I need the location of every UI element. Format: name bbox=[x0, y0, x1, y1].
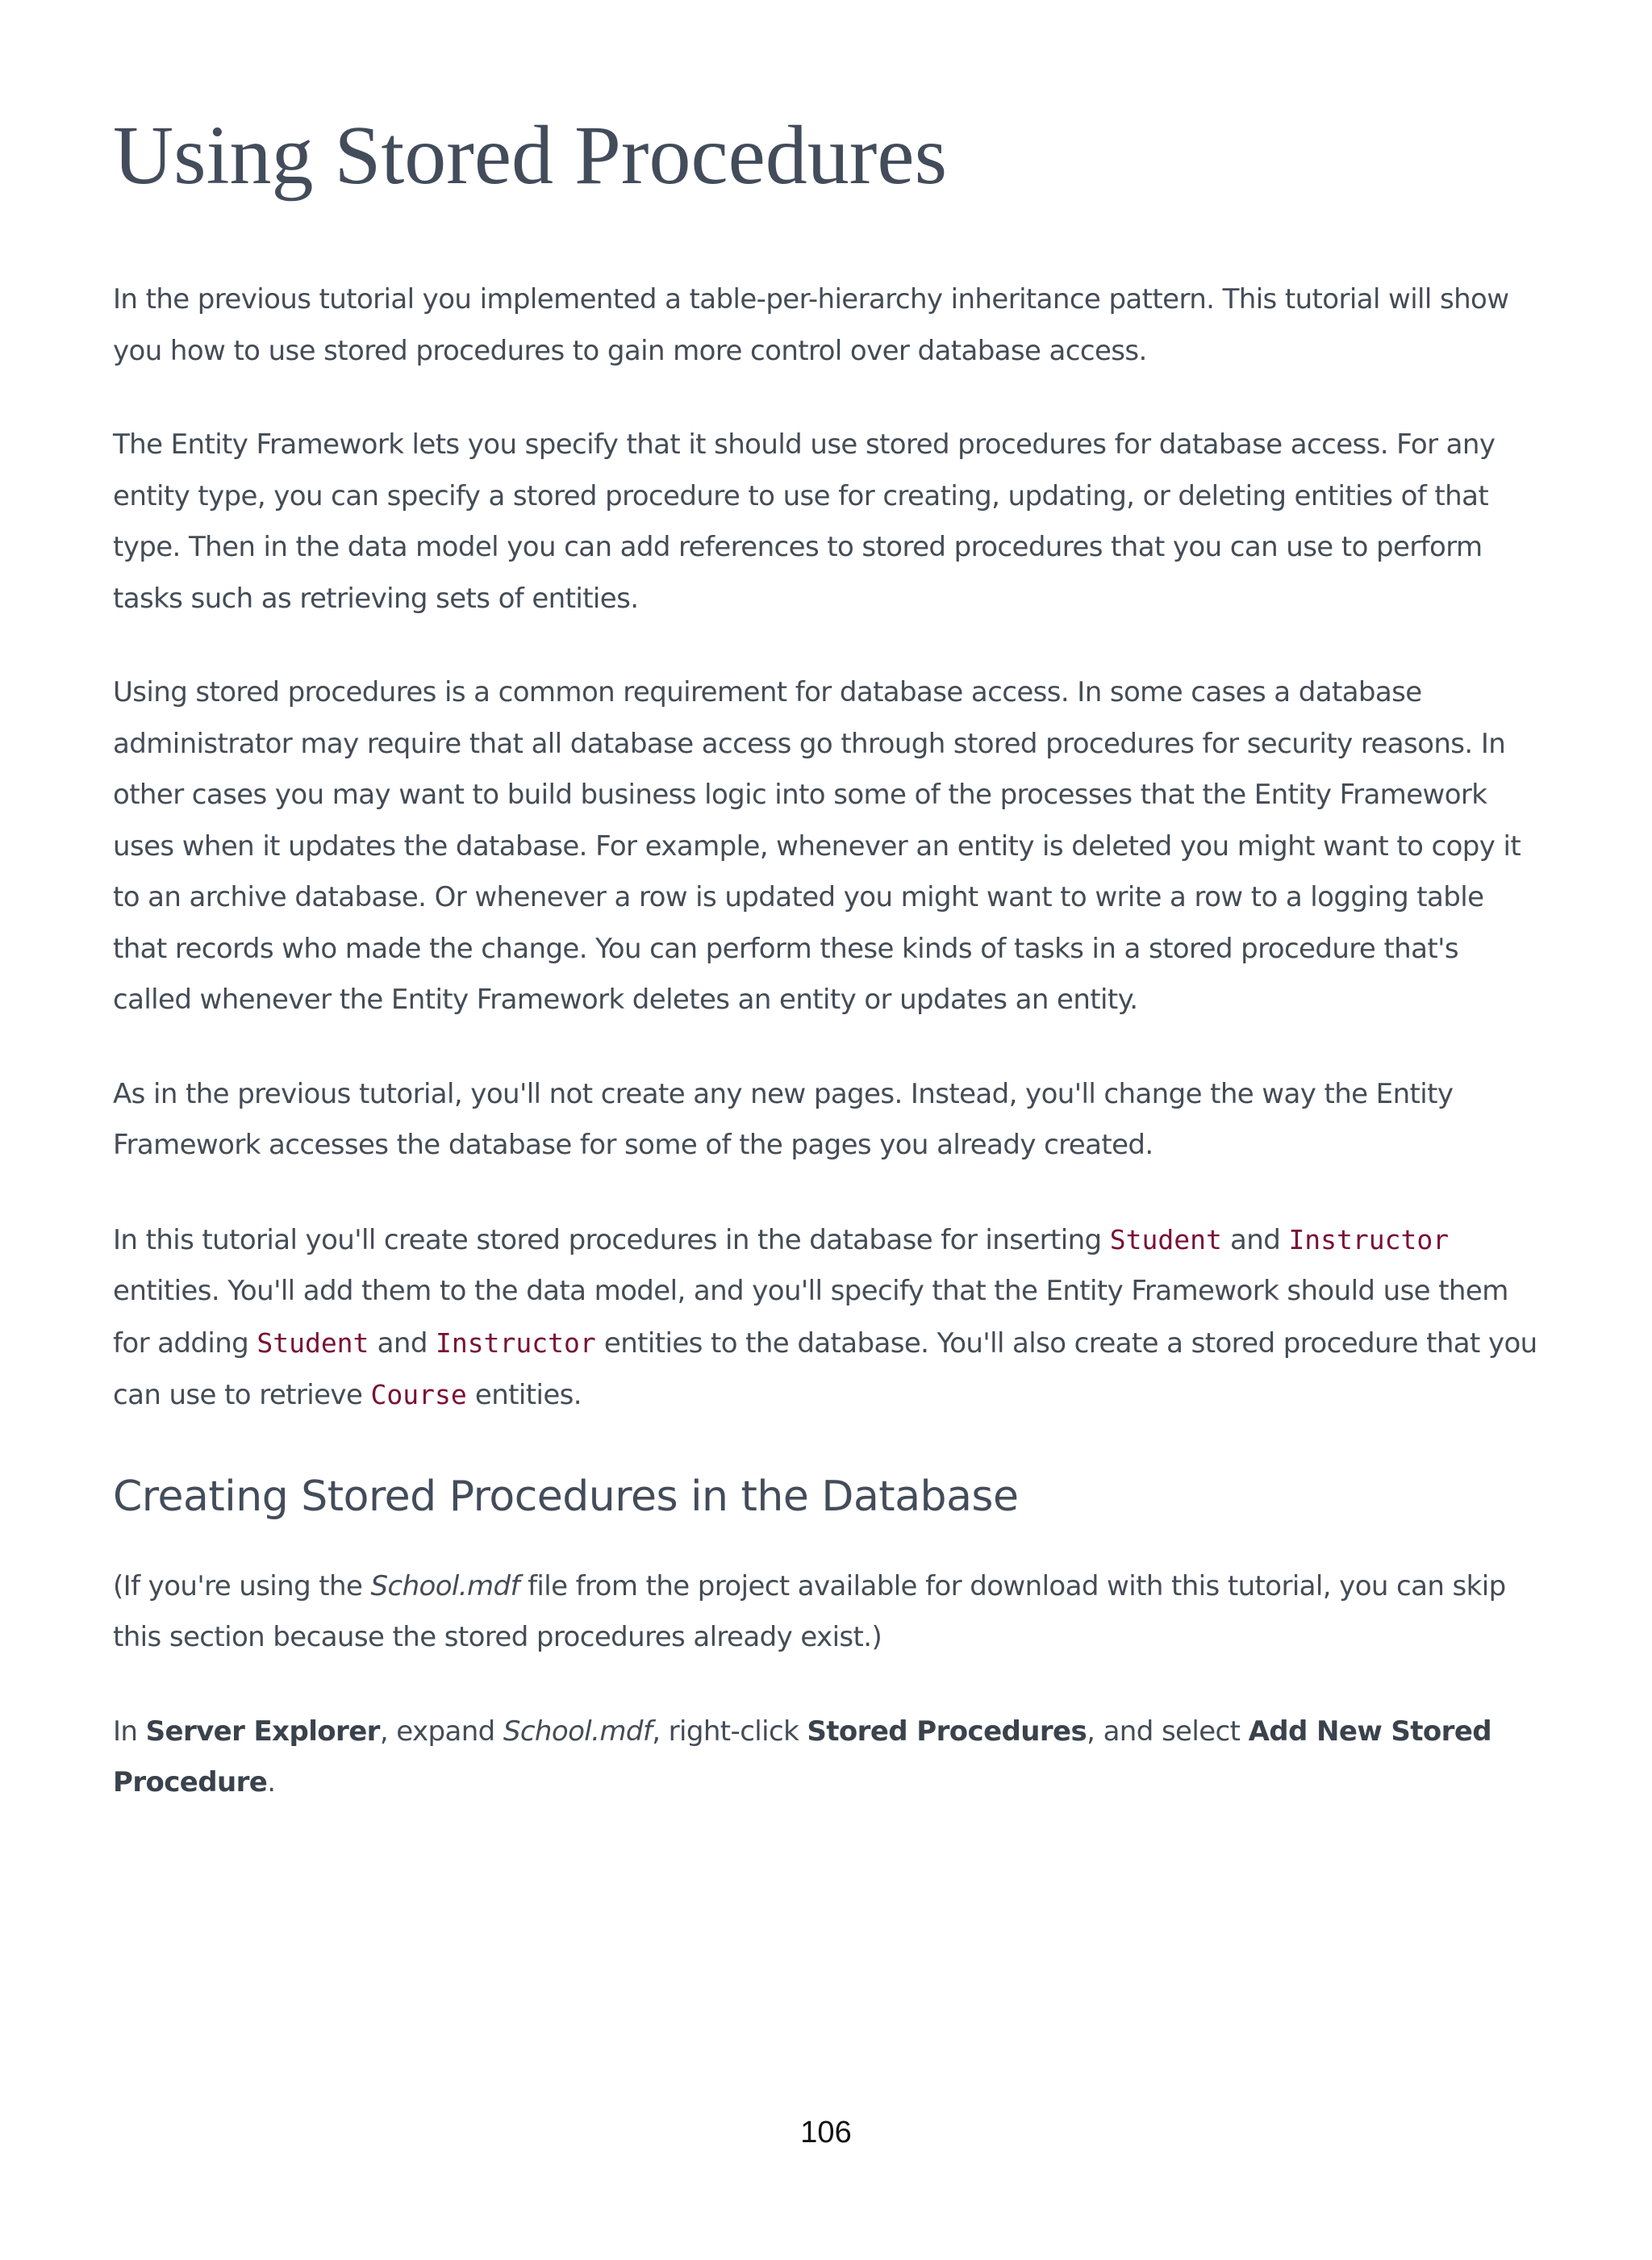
text-run: entities. You'll add them to the data model, and you'll specify that the Entity Framework should use them for adding bbox=[113, 1275, 1508, 1360]
ui-term-server-explorer: Server Explorer bbox=[145, 1715, 380, 1748]
text-run: and bbox=[369, 1326, 436, 1360]
text-run: , and select bbox=[1087, 1715, 1249, 1748]
document-body bbox=[113, 274, 1541, 1852]
tutorial-scope-paragraph bbox=[113, 1214, 1541, 1422]
requirements-paragraph: Using stored procedures is a common requirement for database access. In some cases a database administrator may require that all database access go through stored procedures for security reasons. In other cases you may want to build business logic into some of the processes that the Entity Framework uses when it updates the database. For example, whenever an entity is deleted you might want to copy it to an archive database. Or whenever a row is updated you might want to write a row to a logging table that records who made the change. You can perform these kinds of tasks in a stored procedure that's called whenever the Entity Framework deletes an entity or updates an entity. bbox=[113, 676, 1521, 1016]
code-course: Course bbox=[370, 1379, 467, 1410]
page-number: 106 bbox=[800, 2116, 852, 2149]
text-run: and bbox=[1221, 1223, 1289, 1256]
entity-framework-paragraph: The Entity Framework lets you specify that it should use stored procedures for database access. For any entity type, you can specify a stored procedure to use for creating, updating, or deleting entities of that type. Then in the data model you can add references to stored procedures that you can use to perform tasks such as retrieving sets of entities. bbox=[113, 428, 1496, 615]
text-run: In bbox=[113, 1715, 146, 1748]
code-student: Student bbox=[257, 1326, 369, 1359]
server-explorer-paragraph bbox=[113, 1706, 1541, 1809]
text-run: . bbox=[267, 1766, 276, 1798]
intro-paragraph: In the previous tutorial you implemented a table-per-hierarchy inheritance pattern. This tutorial will show you how to use stored procedures to gain more control over database access. bbox=[113, 283, 1509, 367]
file-name: School.mdf bbox=[503, 1715, 653, 1748]
ui-term-stored-procedures: Stored Procedures bbox=[807, 1715, 1087, 1748]
text-run: (If you're using the bbox=[113, 1569, 371, 1602]
code-instructor: Instructor bbox=[436, 1326, 596, 1359]
code-student: Student bbox=[1109, 1223, 1222, 1255]
text-run: , expand bbox=[379, 1715, 503, 1748]
code-instructor: Instructor bbox=[1288, 1223, 1450, 1255]
ui-term-add-new-stored-procedure: Add New Stored Procedure bbox=[113, 1715, 1492, 1798]
text-run: entities. bbox=[466, 1379, 582, 1411]
section-heading: Creating Stored Procedures in the Database bbox=[113, 1472, 1019, 1521]
text-run: entities to the database. You'll also create a stored procedure that you can use to retrieve bbox=[113, 1326, 1537, 1411]
text-run: , right-click bbox=[652, 1715, 807, 1748]
file-name: School.mdf bbox=[370, 1569, 519, 1602]
text-run: file from the project available for download with this tutorial, you can skip this section because the stored procedures already exist.) bbox=[113, 1569, 1506, 1653]
page-title: Using Stored Procedures bbox=[113, 109, 948, 202]
document-page bbox=[113, 0, 1541, 2260]
previous-tutorial-paragraph: As in the previous tutorial, you'll not create any new pages. Instead, you'll change the way the Entity Framework accesses the database for some of the pages you already created. bbox=[113, 1077, 1454, 1161]
text-run: In this tutorial you'll create stored procedures in the database for inserting bbox=[113, 1223, 1110, 1256]
school-mdf-paragraph bbox=[113, 1561, 1541, 1664]
